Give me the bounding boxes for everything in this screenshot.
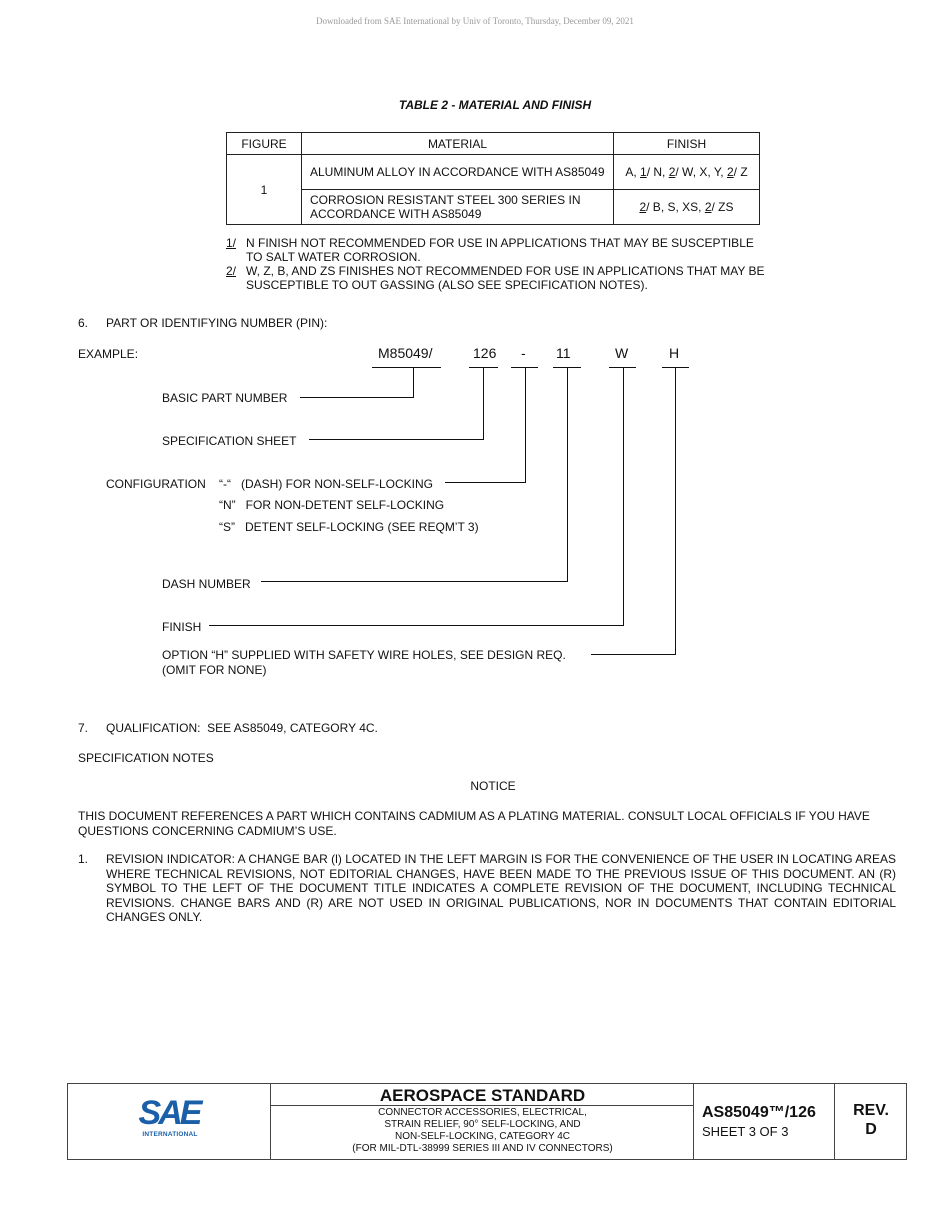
code-config: - — [521, 345, 526, 361]
description-line: STRAIN RELIEF, 90° SELF-LOCKING, AND — [384, 1119, 581, 1130]
sae-logo: SAE — [138, 1094, 200, 1132]
basic-part-label: BASIC PART NUMBER — [162, 391, 288, 405]
title-cell — [270, 1084, 694, 1159]
leader-line — [261, 581, 568, 582]
figure-cell: 1 — [227, 155, 302, 225]
section-number: 6. — [78, 316, 89, 330]
notice-title: NOTICE — [470, 779, 516, 793]
code-dash: 11 — [556, 345, 571, 361]
dash-number-label: DASH NUMBER — [162, 577, 251, 591]
header-material: MATERIAL — [302, 133, 614, 155]
document-number: AS85049™/126 — [702, 1104, 816, 1121]
material-finish-table — [226, 132, 760, 225]
revision-label: REV. — [853, 1102, 889, 1119]
table-note-1 — [226, 236, 766, 264]
leader-line — [567, 368, 568, 582]
spec-sheet-label: SPECIFICATION SHEET — [162, 434, 297, 448]
code-basic: M85049/ — [378, 345, 433, 361]
leader-line — [525, 368, 526, 483]
leader-line — [209, 625, 624, 626]
section-heading: PART OR IDENTIFYING NUMBER (PIN): — [106, 316, 328, 330]
option-h-label: OPTION “H” SUPPLIED WITH SAFETY WIRE HOLES, SEE DESIGN REQ. — [162, 648, 566, 662]
config-s: “S” DETENT SELF-LOCKING (SEE REQM’T 3) — [219, 520, 479, 534]
leader-line — [483, 368, 484, 440]
configuration-label: CONFIGURATION — [106, 477, 206, 491]
material-cell: CORROSION RESISTANT STEEL 300 SERIES IN ACCORDANCE WITH AS85049 — [302, 190, 614, 225]
config-dash: “-“ (DASH) FOR NON-SELF-LOCKING — [219, 477, 434, 491]
description-line: (FOR MIL-DTL-38999 SERIES III AND IV CONNECTORS) — [352, 1143, 613, 1154]
notice-text: THIS DOCUMENT REFERENCES A PART WHICH CONTAINS CADMIUM AS A PLATING MATERIAL. CONSULT LOCAL OFFICIALS IF YOU HAVE QUESTIONS CONCERNING CADMIUM’S USE. — [78, 809, 870, 838]
section-number: 7. — [78, 721, 89, 735]
header-figure: FIGURE — [227, 133, 302, 155]
revision-letter: D — [865, 1121, 877, 1138]
logo-cell — [68, 1084, 270, 1159]
header-finish: FINISH — [614, 133, 760, 155]
table-title: TABLE 2 - MATERIAL AND FINISH — [398, 98, 592, 112]
option-h-omit: (OMIT FOR NONE) — [162, 663, 267, 677]
note-number: 2/ — [226, 264, 237, 278]
revision-cell — [834, 1084, 907, 1159]
underline — [372, 367, 441, 368]
description-line: NON-SELF-LOCKING, CATEGORY 4C — [394, 1131, 571, 1142]
finish-cell: 2/ B, S, XS, 2/ ZS — [614, 190, 760, 225]
material-cell: ALUMINUM ALLOY IN ACCORDANCE WITH AS85049 — [302, 155, 614, 190]
description-line: CONNECTOR ACCESSORIES, ELECTRICAL, — [378, 1107, 587, 1118]
note-text: N FINISH NOT RECOMMENDED FOR USE IN APPLICATIONS THAT MAY BE SUSCEPTIBLE TO SALT WATER CORROSION. — [246, 236, 754, 264]
leader-line — [675, 368, 676, 655]
title-block — [67, 1083, 907, 1160]
code-sheet: 126 — [473, 345, 497, 361]
example-label: EXAMPLE: — [78, 347, 139, 361]
doc-number-cell — [693, 1084, 835, 1159]
note-text: W, Z, B, AND ZS FINISHES NOT RECOMMENDED FOR USE IN APPLICATIONS THAT MAY BE SUSCEPTIBLE TO OUT GASSING (ALSO SEE SPECIFICATION NOTES). — [246, 264, 765, 292]
note-number: 1. — [78, 852, 89, 866]
spec-notes-heading: SPECIFICATION NOTES — [78, 751, 214, 765]
download-notice: Downloaded from SAE International by Univ of Toronto, Thursday, December 09, 2021 — [316, 16, 634, 26]
finish-label: FINISH — [162, 620, 202, 634]
leader-line — [413, 368, 414, 398]
note-text: REVISION INDICATOR: A CHANGE BAR (l) LOCATED IN THE LEFT MARGIN IS FOR THE CONVENIENCE OF THE USER IN LOCATING AREAS WHERE TECHNICAL REVISIONS, NOT EDITORIAL CHANGES, HAVE BEEN MADE TO THE PREVIOUS ISSUE OF THIS DOCUMENT. AN (R) SYMBOL TO THE LEFT OF THE DOCUMENT TITLE INDICATES A COMPLETE REVISION OF THE DOCUMENT, INCLUDING TECHNICAL REVISIONS. CHANGE BARS AND (R) ARE NOT USED IN ORIGINAL PUBLICATIONS, NOR IN DOCUMENTS THAT CONTAIN EDITORIAL CHANGES ONLY. — [106, 852, 896, 924]
table-note-2 — [226, 264, 766, 292]
code-option: H — [669, 345, 680, 361]
finish-cell: A, 1/ N, 2/ W, X, Y, 2/ Z — [614, 155, 760, 190]
qualification-text: QUALIFICATION: SEE AS85049, CATEGORY 4C. — [106, 721, 378, 735]
leader-line — [591, 654, 676, 655]
document-description — [271, 1107, 694, 1155]
sheet-number: SHEET 3 OF 3 — [702, 1124, 789, 1139]
leader-line — [623, 368, 624, 626]
note-number: 1/ — [226, 236, 237, 250]
code-finish: W — [615, 345, 629, 361]
leader-line — [445, 482, 526, 483]
leader-line — [300, 397, 414, 398]
aerospace-standard-title: AEROSPACE STANDARD — [271, 1085, 694, 1106]
config-n: “N” FOR NON-DETENT SELF-LOCKING — [219, 498, 445, 512]
sae-logo-subtitle: INTERNATIONAL — [142, 1131, 198, 1138]
leader-line — [309, 439, 484, 440]
